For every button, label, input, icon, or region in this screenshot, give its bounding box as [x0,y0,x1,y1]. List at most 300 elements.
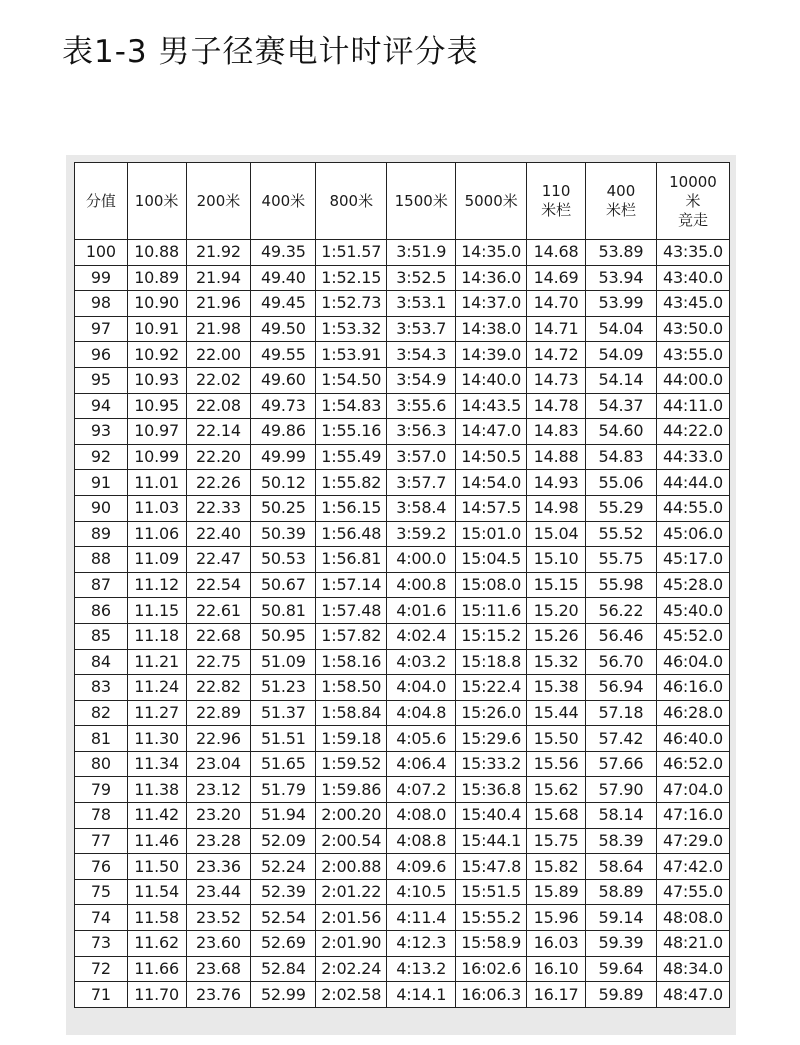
time-cell: 22.82 [186,675,251,701]
time-cell: 1:55.16 [316,419,387,445]
time-cell: 15:04.5 [456,547,527,573]
time-cell: 15:22.4 [456,675,527,701]
time-cell: 22.75 [186,649,251,675]
time-cell: 14:39.0 [456,342,527,368]
score-cell: 80 [75,751,128,777]
time-cell: 10.90 [127,291,186,317]
score-cell: 73 [75,931,128,957]
time-cell: 51.09 [251,649,316,675]
time-cell: 1:56.15 [316,495,387,521]
time-cell: 44:11.0 [656,393,729,419]
time-cell: 59.39 [585,931,656,957]
time-cell: 49.50 [251,316,316,342]
time-cell: 2:01.56 [316,905,387,931]
time-cell: 22.33 [186,495,251,521]
time-cell: 4:12.3 [387,931,456,957]
time-cell: 3:54.9 [387,367,456,393]
time-cell: 14:43.5 [456,393,527,419]
time-cell: 1:56.48 [316,521,387,547]
time-cell: 55.98 [585,572,656,598]
time-cell: 2:01.90 [316,931,387,957]
score-cell: 95 [75,367,128,393]
table-row [75,828,730,854]
score-cell: 76 [75,854,128,880]
time-cell: 3:58.4 [387,495,456,521]
time-cell: 15:58.9 [456,931,527,957]
table-row [75,547,730,573]
time-cell: 22.20 [186,444,251,470]
time-cell: 23.52 [186,905,251,931]
time-cell: 49.73 [251,393,316,419]
time-cell: 15:08.0 [456,572,527,598]
time-cell: 15:40.4 [456,803,527,829]
time-cell: 58.39 [585,828,656,854]
score-cell: 100 [75,240,128,266]
table-row [75,931,730,957]
table-row [75,240,730,266]
time-cell: 15:44.1 [456,828,527,854]
time-cell: 14:47.0 [456,419,527,445]
time-cell: 10.89 [127,265,186,291]
time-cell: 43:50.0 [656,316,729,342]
time-cell: 4:04.8 [387,700,456,726]
time-cell: 15.62 [527,777,586,803]
time-cell: 15.38 [527,675,586,701]
time-cell: 21.92 [186,240,251,266]
time-cell: 56.22 [585,598,656,624]
time-cell: 50.53 [251,547,316,573]
time-cell: 58.14 [585,803,656,829]
time-cell: 10.99 [127,444,186,470]
time-cell: 4:11.4 [387,905,456,931]
time-cell: 11.30 [127,726,186,752]
time-cell: 59.64 [585,956,656,982]
time-cell: 14.98 [527,495,586,521]
time-cell: 15:15.2 [456,623,527,649]
time-cell: 14.70 [527,291,586,317]
time-cell: 43:55.0 [656,342,729,368]
time-cell: 51.94 [251,803,316,829]
time-cell: 15:18.8 [456,649,527,675]
time-cell: 16.03 [527,931,586,957]
score-cell: 91 [75,470,128,496]
time-cell: 2:02.24 [316,956,387,982]
time-cell: 3:55.6 [387,393,456,419]
table-row [75,649,730,675]
score-cell: 84 [75,649,128,675]
time-cell: 54.09 [585,342,656,368]
table-row [75,879,730,905]
time-cell: 4:00.8 [387,572,456,598]
time-cell: 14:38.0 [456,316,527,342]
time-cell: 11.66 [127,956,186,982]
time-cell: 22.96 [186,726,251,752]
score-cell: 75 [75,879,128,905]
time-cell: 58.64 [585,854,656,880]
time-cell: 47:04.0 [656,777,729,803]
time-cell: 15:47.8 [456,854,527,880]
time-cell: 54.60 [585,419,656,445]
score-cell: 99 [75,265,128,291]
score-cell: 87 [75,572,128,598]
time-cell: 47:55.0 [656,879,729,905]
time-cell: 4:05.6 [387,726,456,752]
time-cell: 11.18 [127,623,186,649]
table-row [75,521,730,547]
time-cell: 48:08.0 [656,905,729,931]
time-cell: 15.32 [527,649,586,675]
time-cell: 22.26 [186,470,251,496]
score-cell: 74 [75,905,128,931]
time-cell: 49.55 [251,342,316,368]
column-header: 110 米栏 [527,163,586,240]
time-cell: 10.95 [127,393,186,419]
time-cell: 1:59.86 [316,777,387,803]
time-cell: 15.68 [527,803,586,829]
time-cell: 3:56.3 [387,419,456,445]
time-cell: 16:06.3 [456,982,527,1008]
time-cell: 15.44 [527,700,586,726]
time-cell: 1:59.18 [316,726,387,752]
time-cell: 4:03.2 [387,649,456,675]
table-row [75,675,730,701]
time-cell: 53.99 [585,291,656,317]
time-cell: 4:09.6 [387,854,456,880]
column-header: 100米 [127,163,186,240]
time-cell: 52.54 [251,905,316,931]
table-row [75,444,730,470]
time-cell: 16:02.6 [456,956,527,982]
time-cell: 47:29.0 [656,828,729,854]
time-cell: 55.06 [585,470,656,496]
table-row [75,726,730,752]
time-cell: 4:00.0 [387,547,456,573]
time-cell: 22.54 [186,572,251,598]
time-cell: 14:50.5 [456,444,527,470]
time-cell: 4:02.4 [387,623,456,649]
time-cell: 49.60 [251,367,316,393]
time-cell: 4:04.0 [387,675,456,701]
time-cell: 4:10.5 [387,879,456,905]
time-cell: 22.40 [186,521,251,547]
time-cell: 45:06.0 [656,521,729,547]
time-cell: 53.89 [585,240,656,266]
table-row [75,316,730,342]
time-cell: 21.96 [186,291,251,317]
time-cell: 2:00.88 [316,854,387,880]
score-cell: 77 [75,828,128,854]
time-cell: 22.08 [186,393,251,419]
time-cell: 2:01.22 [316,879,387,905]
time-cell: 11.09 [127,547,186,573]
time-cell: 15:29.6 [456,726,527,752]
time-cell: 23.60 [186,931,251,957]
time-cell: 51.51 [251,726,316,752]
score-table [74,162,730,1008]
time-cell: 55.29 [585,495,656,521]
time-cell: 23.04 [186,751,251,777]
table-row [75,700,730,726]
time-cell: 11.03 [127,495,186,521]
score-cell: 81 [75,726,128,752]
score-cell: 82 [75,700,128,726]
column-header: 200米 [186,163,251,240]
time-cell: 1:59.52 [316,751,387,777]
time-cell: 15.10 [527,547,586,573]
time-cell: 23.20 [186,803,251,829]
time-cell: 2:00.54 [316,828,387,854]
time-cell: 50.25 [251,495,316,521]
time-cell: 22.14 [186,419,251,445]
time-cell: 51.65 [251,751,316,777]
table-row [75,393,730,419]
time-cell: 15.50 [527,726,586,752]
table-row [75,495,730,521]
time-cell: 44:00.0 [656,367,729,393]
time-cell: 54.83 [585,444,656,470]
time-cell: 52.09 [251,828,316,854]
time-cell: 1:57.14 [316,572,387,598]
table-row [75,956,730,982]
time-cell: 11.24 [127,675,186,701]
time-cell: 54.14 [585,367,656,393]
time-cell: 4:08.0 [387,803,456,829]
time-cell: 45:28.0 [656,572,729,598]
time-cell: 1:57.48 [316,598,387,624]
time-cell: 47:42.0 [656,854,729,880]
table-row [75,342,730,368]
time-cell: 11.34 [127,751,186,777]
time-cell: 15.89 [527,879,586,905]
time-cell: 1:52.15 [316,265,387,291]
time-cell: 15.04 [527,521,586,547]
column-header: 分值 [75,163,128,240]
time-cell: 15.15 [527,572,586,598]
time-cell: 1:52.73 [316,291,387,317]
time-cell: 14:40.0 [456,367,527,393]
time-cell: 15:11.6 [456,598,527,624]
table-row [75,291,730,317]
time-cell: 23.76 [186,982,251,1008]
time-cell: 11.12 [127,572,186,598]
time-cell: 44:44.0 [656,470,729,496]
score-cell: 94 [75,393,128,419]
time-cell: 22.02 [186,367,251,393]
time-cell: 49.35 [251,240,316,266]
time-cell: 1:58.84 [316,700,387,726]
time-cell: 49.40 [251,265,316,291]
time-cell: 4:08.8 [387,828,456,854]
time-cell: 11.38 [127,777,186,803]
time-cell: 15.82 [527,854,586,880]
time-cell: 15.26 [527,623,586,649]
time-cell: 3:52.5 [387,265,456,291]
time-cell: 52.69 [251,931,316,957]
time-cell: 15:26.0 [456,700,527,726]
table-row [75,751,730,777]
time-cell: 1:54.83 [316,393,387,419]
time-cell: 43:45.0 [656,291,729,317]
table-row [75,803,730,829]
time-cell: 50.67 [251,572,316,598]
score-cell: 92 [75,444,128,470]
time-cell: 46:28.0 [656,700,729,726]
time-cell: 11.54 [127,879,186,905]
table-row [75,419,730,445]
time-cell: 23.44 [186,879,251,905]
time-cell: 1:56.81 [316,547,387,573]
time-cell: 14.69 [527,265,586,291]
time-cell: 3:53.1 [387,291,456,317]
time-cell: 14.88 [527,444,586,470]
time-cell: 14:57.5 [456,495,527,521]
time-cell: 55.75 [585,547,656,573]
time-cell: 22.68 [186,623,251,649]
time-cell: 15:51.5 [456,879,527,905]
time-cell: 46:04.0 [656,649,729,675]
time-cell: 10.91 [127,316,186,342]
time-cell: 22.00 [186,342,251,368]
time-cell: 50.95 [251,623,316,649]
time-cell: 22.89 [186,700,251,726]
time-cell: 49.86 [251,419,316,445]
score-cell: 98 [75,291,128,317]
time-cell: 15.20 [527,598,586,624]
time-cell: 3:59.2 [387,521,456,547]
time-cell: 14:37.0 [456,291,527,317]
column-header: 5000米 [456,163,527,240]
time-cell: 48:47.0 [656,982,729,1008]
time-cell: 11.42 [127,803,186,829]
table-row [75,265,730,291]
time-cell: 15.75 [527,828,586,854]
time-cell: 1:53.91 [316,342,387,368]
time-cell: 15:55.2 [456,905,527,931]
time-cell: 56.94 [585,675,656,701]
score-cell: 85 [75,623,128,649]
column-header: 400米 [251,163,316,240]
time-cell: 50.81 [251,598,316,624]
time-cell: 10.97 [127,419,186,445]
time-cell: 23.68 [186,956,251,982]
time-cell: 22.61 [186,598,251,624]
time-cell: 1:57.82 [316,623,387,649]
time-cell: 46:52.0 [656,751,729,777]
time-cell: 15.96 [527,905,586,931]
time-cell: 44:33.0 [656,444,729,470]
time-cell: 23.36 [186,854,251,880]
score-cell: 90 [75,495,128,521]
time-cell: 11.15 [127,598,186,624]
time-cell: 50.12 [251,470,316,496]
time-cell: 53.94 [585,265,656,291]
time-cell: 11.01 [127,470,186,496]
time-cell: 52.84 [251,956,316,982]
column-header: 400 米栏 [585,163,656,240]
time-cell: 14.72 [527,342,586,368]
time-cell: 22.47 [186,547,251,573]
time-cell: 4:13.2 [387,956,456,982]
time-cell: 4:07.2 [387,777,456,803]
time-cell: 48:21.0 [656,931,729,957]
time-cell: 11.06 [127,521,186,547]
time-cell: 14.83 [527,419,586,445]
table-row [75,777,730,803]
time-cell: 10.92 [127,342,186,368]
time-cell: 3:57.7 [387,470,456,496]
column-header: 10000 米 竞走 [656,163,729,240]
time-cell: 23.28 [186,828,251,854]
time-cell: 16.10 [527,956,586,982]
time-cell: 11.50 [127,854,186,880]
time-cell: 43:35.0 [656,240,729,266]
time-cell: 3:51.9 [387,240,456,266]
column-header: 1500米 [387,163,456,240]
time-cell: 1:58.16 [316,649,387,675]
time-cell: 3:54.3 [387,342,456,368]
time-cell: 15:36.8 [456,777,527,803]
table-row [75,598,730,624]
time-cell: 10.88 [127,240,186,266]
time-cell: 15:01.0 [456,521,527,547]
time-cell: 52.39 [251,879,316,905]
score-cell: 97 [75,316,128,342]
time-cell: 54.04 [585,316,656,342]
score-cell: 93 [75,419,128,445]
table-row [75,367,730,393]
table-row [75,854,730,880]
time-cell: 3:53.7 [387,316,456,342]
time-cell: 56.46 [585,623,656,649]
time-cell: 46:16.0 [656,675,729,701]
time-cell: 59.89 [585,982,656,1008]
time-cell: 23.12 [186,777,251,803]
time-cell: 14:54.0 [456,470,527,496]
time-cell: 52.24 [251,854,316,880]
score-cell: 79 [75,777,128,803]
time-cell: 11.46 [127,828,186,854]
time-cell: 15:33.2 [456,751,527,777]
score-cell: 71 [75,982,128,1008]
time-cell: 11.21 [127,649,186,675]
table-header-row [75,163,730,240]
time-cell: 14.78 [527,393,586,419]
time-cell: 1:54.50 [316,367,387,393]
time-cell: 4:14.1 [387,982,456,1008]
time-cell: 51.79 [251,777,316,803]
time-cell: 2:00.20 [316,803,387,829]
score-cell: 89 [75,521,128,547]
score-cell: 86 [75,598,128,624]
time-cell: 57.90 [585,777,656,803]
time-cell: 16.17 [527,982,586,1008]
time-cell: 11.62 [127,931,186,957]
time-cell: 14:36.0 [456,265,527,291]
time-cell: 45:40.0 [656,598,729,624]
time-cell: 1:55.49 [316,444,387,470]
time-cell: 1:55.82 [316,470,387,496]
time-cell: 14.71 [527,316,586,342]
time-cell: 59.14 [585,905,656,931]
time-cell: 57.42 [585,726,656,752]
time-cell: 49.99 [251,444,316,470]
time-cell: 58.89 [585,879,656,905]
score-cell: 72 [75,956,128,982]
time-cell: 11.58 [127,905,186,931]
page-title: 表1-3 男子径赛电计时评分表 [62,34,479,70]
time-cell: 4:06.4 [387,751,456,777]
time-cell: 55.52 [585,521,656,547]
